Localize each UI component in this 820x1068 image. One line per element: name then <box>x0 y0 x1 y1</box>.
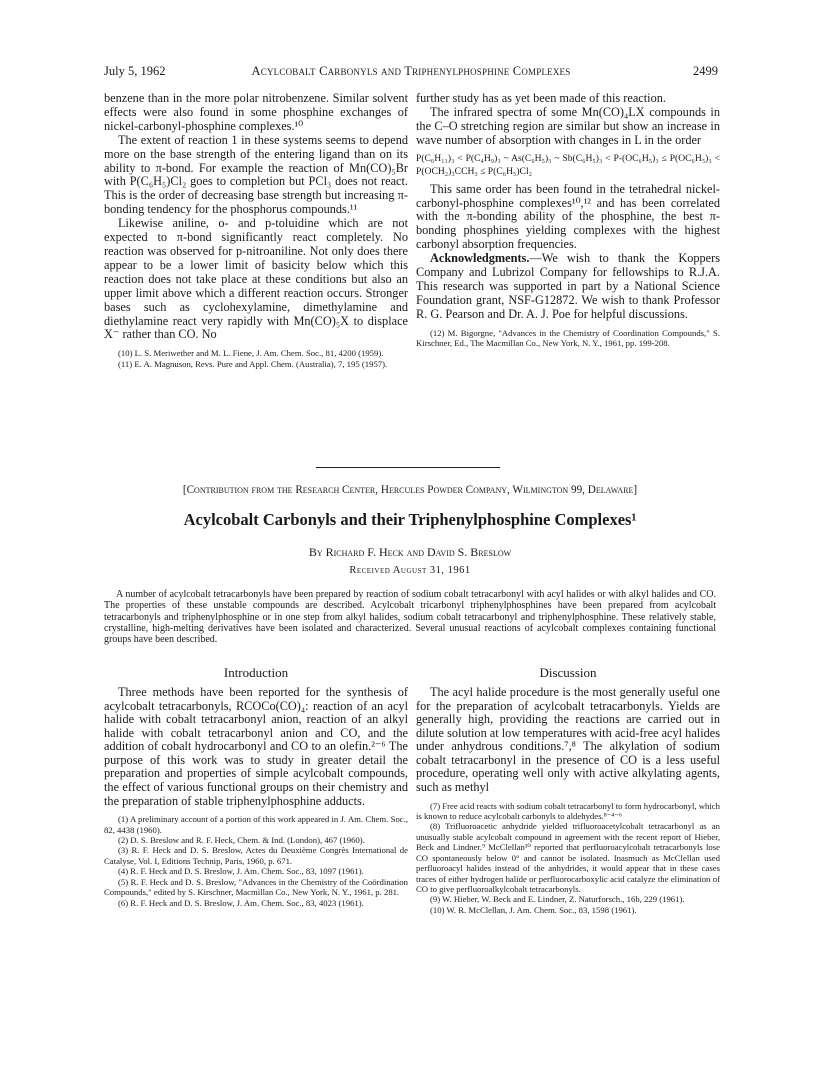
article-title: Acylcobalt Carbonyls and their Triphenylphosphine Complexes¹ <box>183 510 637 529</box>
footnotes <box>416 801 720 915</box>
footnote: (10) L. S. Meriwether and M. L. Fiene, J. Am. Chem. Soc., 81, 4200 (1959). <box>118 348 384 359</box>
paragraph: The infrared spectra of some Mn(CO)₄LX compounds in the C–O stretching region are similar but show an increase in wave number of absorption with changes in L in the order <box>416 104 720 147</box>
footnote: (5) R. F. Heck and D. S. Breslow, "Advances in the Chemistry of the Coördination Compounds," edited by S. Kirschner, Macmillan Co., New York, N. Y., 1961, p. 281. <box>104 876 408 898</box>
acknowledgments <box>416 252 720 322</box>
previous-article-right-column <box>416 92 720 349</box>
previous-article-left-column <box>104 92 408 369</box>
footnote: (4) R. F. Heck and D. S. Breslow, J. Am. Chem. Soc., 83, 1097 (1961). <box>118 866 364 877</box>
paragraph: This same order has been found in the tetrahedral nickel-carbonyl-phosphine complexes¹⁰,¹² and has been correlated with the π-bonding ability of the phosphine, the best π-bonding phosphines yielding complexes with the highest carbonyl absorption frequencies. <box>416 181 720 252</box>
paragraph: benzene than in the more polar nitrobenzene. Similar solvent effects were also found in some phosphine exchanges of nickel-carbonyl-phosphine complexes.¹⁰ <box>104 91 408 133</box>
paragraph: further study has as yet been made of this reaction. <box>416 91 666 105</box>
paragraph: The extent of reaction 1 in these systems seems to depend more on the base strength of the entering ligand than on its ability to π-bond. For example the reaction of Mn(CO)₅Br with P(C₆H₅)Cl₂ goes to completion but PCl₃ does not react. This is the order of decreasing base strength but increasing π-bonding tendency for the phosphorus compounds.¹¹ <box>104 132 408 217</box>
footnote: (2) D. S. Breslow and R. F. Heck, Chem. & Ind. (London), 467 (1960). <box>118 835 365 846</box>
footnote: (7) Free acid reacts with sodium cobalt tetracarbonyl to form hydrocarbonyl, which is known to reduce acylcobalt carbonyls to aldehydes.⁸⁻⁴⁻⁶ <box>416 800 720 822</box>
footnotes <box>416 328 720 349</box>
footnote: (3) R. F. Heck and D. S. Breslow, Actes du Deuxième Congrès International de Catalyse, Vol. I, Editions Technip, Paris, 1960, p. 671. <box>104 845 408 866</box>
acknowledgments-label: Acknowledgments. <box>430 251 530 266</box>
footnotes <box>104 814 408 908</box>
introduction-heading: Introduction <box>223 665 289 680</box>
discussion-heading: Discussion <box>539 665 597 680</box>
running-header <box>104 64 718 80</box>
introduction-text: Three methods have been reported for the synthesis of acylcobalt tetracarbonyls, RCOCo(CO)₄: reaction of an acyl halide with cobalt tetracarbonyl anion, reaction of an alkyl halide with cobalt tetracarbonyl anion and CO, and the addition of cobalt hydrocarbonyl and CO to an olefin.²⁻⁶ The purpose of this work was to study in greater detail the preparation and properties of simple acylcobalt compounds, the effect of various functional groups on their chemistry and the preparation of stable triphenylphosphine adducts. <box>104 684 408 808</box>
header-page-number: 2499 <box>693 64 718 78</box>
discussion-column <box>416 666 720 915</box>
paragraph: Likewise aniline, o- and p-toluidine which are not expected to π-bond significantly react completely. No reaction was observed for p-nitroaniline. Not only does there appear to be a lower limit of basicity below which this reaction does not take place at these conditions but also an upper limit above which a different reaction occurs. Stronger bases such as cyclohexylamine, dimethylamine and diethylamine react very rapidly with Mn(CO)₅X to displace X⁻ rather than CO. No <box>104 216 408 342</box>
introduction-column <box>104 666 408 908</box>
footnote: (10) W. R. McClellan, J. Am. Chem. Soc., 83, 1598 (1961). <box>430 904 637 915</box>
header-date: July 5, 1962 <box>104 64 166 78</box>
footnote: (8) Trifluoroacetic anhydride yielded trifluoroacetylcobalt tetracarbonyl as an unusually stable acylcobalt compound in agreement with the recent report of Hieber, Beck and Lindner.⁹ McClellan¹⁰ reported that perfluoroacylcobalt tetracarbonyls lose CO spontaneously below 0° and cannot be isolated. Inasmuch as McClellan used perfluoroacyl halides instead of the anhydrides, it would appear that in these cases traces of either hydrogen halide or perfluorocarboxylic acid catalyze the elimination of CO to give perfluoroalkylcobalt tetracarbonyls. <box>416 821 720 894</box>
discussion-text: The acyl halide procedure is the most generally useful one for the preparation of acylcobalt tetracarbonyls. Yields are generally high, providing the reactions are carried out in dilute solution at low temperatures with acid-free acyl halides under anhydrous conditions.⁷,⁸ The alkylation of sodium cobalt tetracarbonyl in the presence of CO is a less useful procedure, operating well only with active alkylating agents, such as methyl <box>416 684 720 795</box>
footnote: (1) A preliminary account of a portion of this work appeared in J. Am. Chem. Soc., 82, 4438 (1960). <box>104 814 408 835</box>
footnote: (12) M. Bigorgne, "Advances in the Chemistry of Coordination Compounds," S. Kirschner, Ed., The Macmillan Co., New York, N. Y., 1961, pp. 199-208. <box>416 327 720 349</box>
acknowledgments-text: —We wish to thank the Koppers Company and Lubrizol Company for fellowships to R.J.A. This research was supported in part by a National Science Foundation grant, NSF-G12872. We wish to thank Professor R. G. Pearson and Dr. A. J. Poe for helpful discussions. <box>416 251 720 321</box>
article-authors: By Richard F. Heck and David S. Breslow <box>308 545 512 559</box>
ligand-order-formula: P(C₆H₁₁)₃ < P(C₄H₉)₃ ~ As(C₆H₅)₃ ~ Sb(C₆H₅)₃ < P-(OC₆H₅)₃ ≤ P(OC₆H₅)₃ < P(OCH₂)₃CCH₃ ≤ P(C₆H₅)Cl₂ <box>416 152 720 177</box>
article-abstract: A number of acylcobalt tetracarbonyls have been prepared by reaction of sodium cobalt tetracarbonyl with acyl halides or with alkyl halides and CO. The properties of these unstable compounds are described. Acylcobalt tricarbonyl triphenylphosphines have been prepared from acylcobalt tetracarbonyls and triphenylphosphine or in one step from alkyl halides, sodium cobalt tetracarbonyl and triphenylphosphine. These relatively stable, crystalline, high-melting derivatives have been isolated and characterized. Several unusual reactions of acylcobalt complexes containing functional groups have been described. <box>104 589 716 646</box>
footnotes <box>104 348 408 369</box>
footnote: (11) E. A. Magnuson, Revs. Pure and Appl. Chem. (Australia), 7, 195 (1957). <box>118 358 388 369</box>
footnote: (6) R. F. Heck and D. S. Breslow, J. Am. Chem. Soc., 83, 4023 (1961). <box>118 897 364 908</box>
article-separator-rule <box>316 467 500 468</box>
footnote: (9) W. Hieber, W. Beck and E. Lindner, Z. Naturforsch., 16b, 229 (1961). <box>430 894 685 905</box>
received-date: Received August 31, 1961 <box>349 565 471 576</box>
contribution-line: [Contribution from the Research Center, Hercules Powder Company, Wilmington 99, Delaware] <box>182 484 638 496</box>
header-running-title: Acylcobalt Carbonyls and Triphenylphosphine Complexes <box>251 64 571 78</box>
